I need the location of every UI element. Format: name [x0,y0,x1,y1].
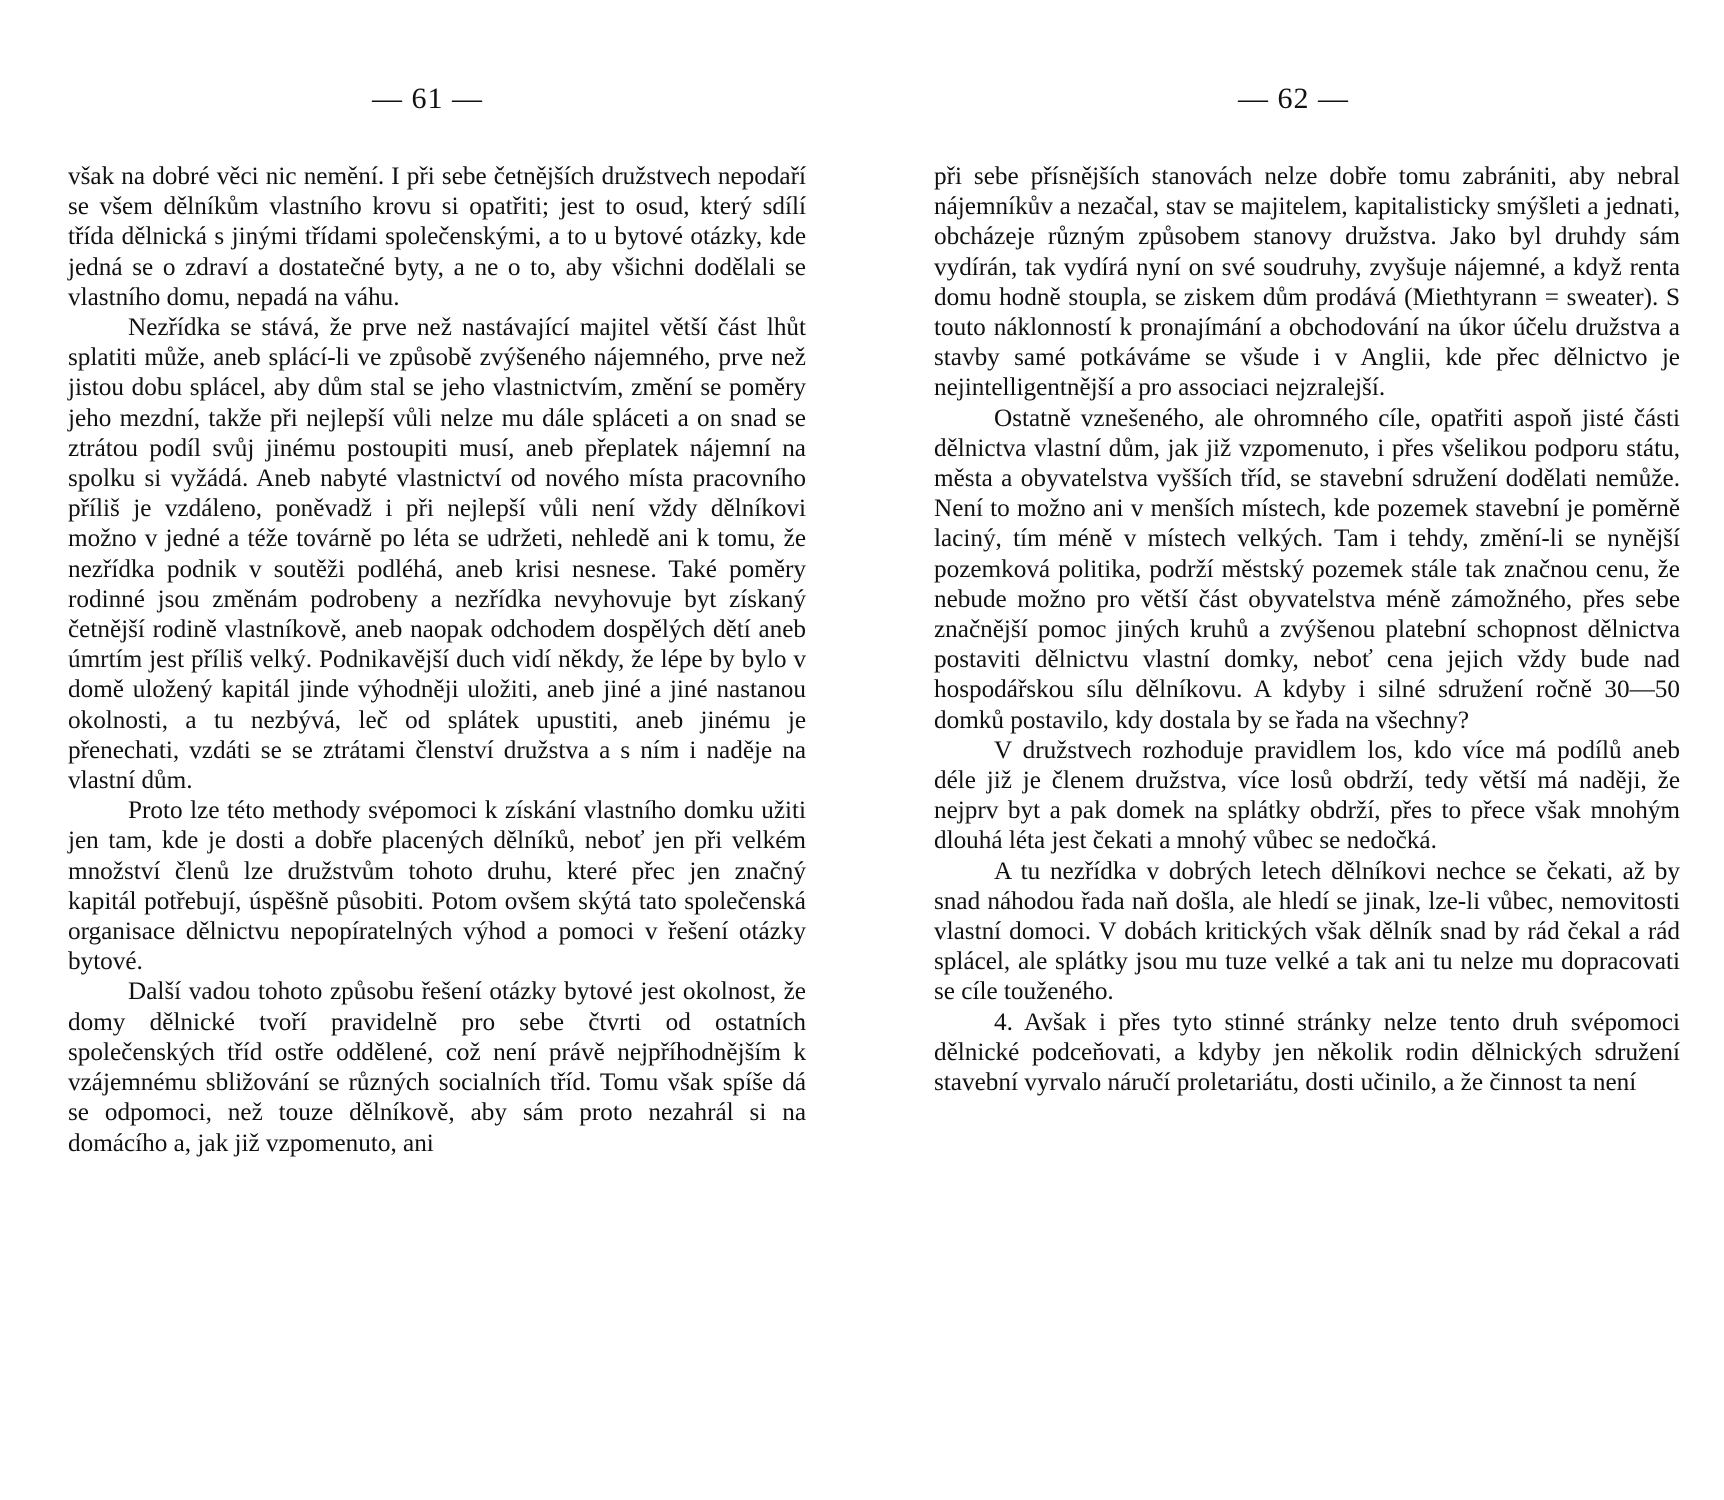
page-number: — 62 — [1238,82,1349,115]
paragraph: Proto lze této methody svépomoci k získání vlastního domku užiti jen tam, kde je dosti a dobře placených dělníků, neboť jen při velkém množství členů lze družstvům tohoto druhu, které přec jen značný kapitál potřebují, úspěšně působiti. Potom ovšem skýtá tato společenská organisace dělnictvu nepopíratelných výhod a pomoci v řešení otázky bytové. [68,797,806,976]
paragraph: 4. Avšak i přes tyto stinné stránky nelze tento druh svépomoci dělnické podceňovati, a kdyby jen několik rodin dělnických sdružení stavební vyrvalo náručí proletariátu, dosti učinilo, a že činnost ta není [934,1008,1680,1097]
right-page [862,0,1724,1500]
paragraph: Ostatně vznešeného, ale ohromného cíle, opatřiti aspoň jisté části dělnictva vlastní dům, jak již vzpomenuto, i přes všelikou podporu státu, města a obyvatelstva vyšších tříd, se stavební sdružení dodělati nemůže. Není to možno ani v menších místech, kde pozemek stavební je poměrně laciný, tím méně v místech velkých. Tam i tehdy, změní-li se nynější pozemková politika, podrží městský pozemek stále tak značnou cenu, že nebude možno pro větší část obyvatelstva méně zámožného, přes sebe značnější pomoc jiných kruhů a zvýšenou platební schopnost dělnictva postaviti dělnictvu vlastní domky, neboť cena jejich vždy bude nad hospodářskou sílu dělníkovu. A kdyby i silné sdružení ročně 30—50 domků postavilo, kdy dostala by se řada na všechny? [934,404,1680,734]
page-number: — 61 — [372,82,483,115]
paragraph: Nezřídka se stává, že prve než nastávající majitel větší část lhůt splatiti může, aneb splácí-li ve způsobě zvýšeného nájemného, prve než jistou dobu splácel, aby dům stal se jeho vlastnictvím, změní se poměry jeho mezdní, takže při nejlepší vůli nelze mu dále spláceti a on snad se ztrátou podíl svůj jinému postoupiti musí, aneb přeplatek nájemní na spolku si vyžádá. Aneb nabyté vlastnictví od nového místa pracovního příliš je vzdáleno, poněvadž i při nejlepší vůli není vždy dělníkovi možno v jedné a téže továrně po léta se udržeti, nehledě ani k tomu, že nezřídka podnik v soutěži podléhá, aneb krisi nesnese. Také poměry rodinné jsou změnám podrobeny a nezřídka nevyhovuje byt získaný četnější rodině vlastníkově, aneb naopak odchodem dospělých dětí aneb úmrtím jest příliš velký. Podnikavější duch vidí někdy, že lépe by bylo v domě uložený kapitál jinde výhodněji uložiti, aneb jiné a jiné nastanou okolnosti, a tu nezbývá, leč od splátek upustiti, aneb jinému je přenechati, vzdáti se se ztrátami členství družstva a s ním i naděje na vlastní dům. [68,314,806,795]
paragraph: však na dobré věci nic nemění. I při sebe četnějších družstvech nepodaří se všem dělníkům vlastního krovu si opatřiti; jest to osud, který sdílí třída dělnická s jinými třídami společenskými, a to u bytové otázky, kde jedná se o zdraví a dostatečné byty, a ne o to, aby všichni dodělali se vlastního domu, nepadá na váhu. [68,163,806,311]
paragraph: V družstvech rozhoduje pravidlem los, kdo více má podílů aneb déle již je členem družstva, více losů obdrží, tedy větší má naději, že nejprv byt a pak domek na splátky obdrží, přes to přece však mnohým dlouhá léta jest čekati a mnohý vůbec se nedočká. [934,736,1680,855]
paragraph: A tu nezřídka v dobrých letech dělníkovi nechce se čekati, až by snad náhodou řada naň došla, ale hledí se jinak, lze-li vůbec, nemovitosti vlastní domoci. V dobách kritických však dělník snad by rád čekal a rád splácel, ale splátky jsou mu tuze velké a tak ani tu nelze mu dopracovati se cíle touženého. [934,857,1680,1006]
page-text [68,162,806,1159]
paragraph: Další vadou tohoto způsobu řešení otázky bytové jest okolnost, že domy dělnické tvoří pravidelně pro sebe čtvrti od ostatních společenských tříd ostře oddělené, což není právě nejpříhodnějším k vzájemnému sbližování se různých socialních tříd. Tomu však spíše dá se odpomoci, než touze dělníkově, aby sám proto nezahrál si na domácího a, jak již vzpomenuto, ani [68,978,806,1157]
paragraph: při sebe přísnějších stanovách nelze dobře tomu zabrániti, aby nebral nájemníkův a nezačal, stav se majitelem, kapitalisticky smýšleti a jednati, obcházeje různým způsobem stanovy družstva. Jako byl druhdy sám vydírán, tak vydírá nyní on své soudruhy, zvyšuje nájemné, a když renta domu hodně stoupla, se ziskem dům prodává (Miethtyrann = sweater). S touto náklonností k pronajímání a obchodování na úkor účelu družstva a stavby samé potkáváme se všude i v Anglii, kde přec dělnictvo je nejintelligentnější a pro associaci nejzralejší. [934,163,1680,402]
page-text [934,162,1680,1098]
